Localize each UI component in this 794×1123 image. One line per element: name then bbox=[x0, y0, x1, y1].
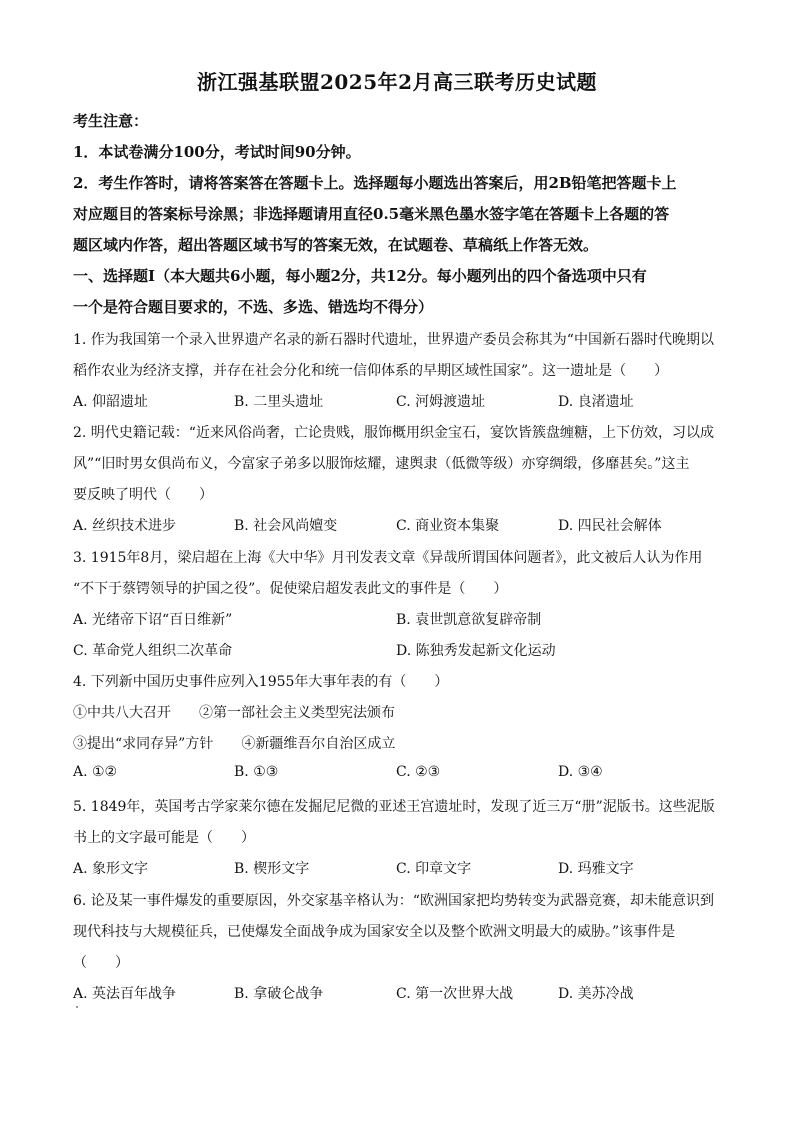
question-2-option-c[interactable]: C. 商业资本集聚 bbox=[396, 518, 500, 534]
question-1-option-b[interactable]: B. 二里头遗址 bbox=[234, 394, 324, 410]
question-3-option-c[interactable]: C. 革命党人组织二次革命 bbox=[73, 643, 233, 659]
question-3-option-d[interactable]: D. 陈独秀发起新文化运动 bbox=[396, 643, 556, 659]
question-5-line-1: 5. 1849年，英国考古学家莱尔德在发掘尼尼微的亚述王宫遗址时，发现了近三万“册”泥版书。这些泥版 bbox=[73, 799, 715, 815]
question-2-option-b[interactable]: B. 社会风尚嬗变 bbox=[234, 518, 338, 534]
section-heading-line-1: 一、选择题Ⅰ（本大题共6小题，每小题2分，共12分。每小题列出的四个备选项中只有 bbox=[73, 267, 647, 285]
stray-dot bbox=[76, 1006, 78, 1008]
question-1-option-c[interactable]: C. 河姆渡遗址 bbox=[396, 394, 486, 410]
question-6-option-b[interactable]: B. 拿破仑战争 bbox=[234, 986, 324, 1002]
question-2-line-3: 要反映了明代（ ） bbox=[73, 487, 213, 503]
notice-item-2-line-2: 对应题目的答案标号涂黑；非选择题请用直径0.5毫米黑色墨水签字笔在答题卡上各题的答 bbox=[73, 205, 670, 223]
question-3-option-a[interactable]: A. 光绪帝下诏“百日维新” bbox=[73, 612, 233, 628]
exam-title: 浙江强基联盟2025年2月高三联考历史试题 bbox=[196, 70, 598, 94]
question-1-line-2: 稻作农业为经济支撑，并存在社会分化和统一信仰体系的早期区域性国家”。这一遗址是（ ） bbox=[73, 363, 669, 379]
notice-item-2-line-1: 2．考生作答时，请将答案答在答题卡上。选择题每小题选出答案后，用2B铅笔把答题卡上 bbox=[73, 174, 677, 192]
question-4-line-1: 4. 下列新中国历史事件应列入1955年大事年表的有（ ） bbox=[73, 674, 449, 690]
question-6-option-c[interactable]: C. 第一次世界大战 bbox=[396, 986, 514, 1002]
question-4-option-d[interactable]: D. ③④ bbox=[558, 764, 603, 780]
question-6-option-a[interactable]: A. 英法百年战争 bbox=[73, 986, 177, 1002]
question-3-line-1: 3. 1915年8月，梁启超在上海《大中华》月刊发表文章《异哉所谓国体问题者》，此文被后人认为作用 bbox=[73, 550, 703, 566]
question-6-option-d[interactable]: D. 美苏冷战 bbox=[558, 986, 634, 1002]
question-6-line-2: 现代科技与大规模征兵，已使爆发全面战争成为国家安全以及整个欧洲文明最大的威胁。”该事件是 bbox=[73, 924, 676, 940]
question-3-option-b[interactable]: B. 袁世凯意欲复辟帝制 bbox=[396, 612, 542, 628]
notice-heading: 考生注意： bbox=[73, 112, 149, 130]
notice-item-2-line-3: 题区域内作答，超出答题区域书写的答案无效，在试题卷、草稿纸上作答无效。 bbox=[73, 236, 599, 254]
question-5-option-c[interactable]: C. 印章文字 bbox=[396, 861, 472, 877]
question-6-line-1: 6. 论及某一事件爆发的重要原因，外交家基辛格认为：“欧洲国家把均势转变为武器竞赛，却未能意识到 bbox=[73, 893, 714, 909]
question-3-line-2: “不下于蔡锷领导的护国之役”。促使梁启超发表此文的事件是（ ） bbox=[73, 581, 508, 597]
question-5-option-a[interactable]: A. 象形文字 bbox=[73, 861, 149, 877]
question-4-option-c[interactable]: C. ②③ bbox=[396, 764, 441, 780]
notice-item-1: 1．本试卷满分100分，考试时间90分钟。 bbox=[73, 143, 361, 161]
question-5-line-2: 书上的文字最可能是（ ） bbox=[73, 830, 255, 846]
section-heading-line-2: 一个是符合题目要求的，不选、多选、错选均不得分） bbox=[73, 298, 434, 316]
question-1-option-a[interactable]: A. 仰韶遗址 bbox=[73, 394, 149, 410]
question-2-line-2: 风”“旧时男女俱尚布义，今富家子弟多以服饰炫耀，逮舆隶（低微等级）亦穿绸缎，侈靡甚矣。”这主 bbox=[73, 456, 690, 472]
question-5-option-b[interactable]: B. 楔形文字 bbox=[234, 861, 310, 877]
question-5-option-d[interactable]: D. 玛雅文字 bbox=[558, 861, 634, 877]
question-2-line-1: 2. 明代史籍记载：“近来风俗尚奢，亡论贵贱，服饰概用织金宝石，宴饮皆簇盘缠糖，上下仿效，习以成 bbox=[73, 425, 714, 441]
question-1-option-d[interactable]: D. 良渚遗址 bbox=[558, 394, 634, 410]
question-4-option-a[interactable]: A. ①② bbox=[73, 764, 118, 780]
question-1-line-1: 1. 作为我国第一个录入世界遗产名录的新石器时代遗址，世界遗产委员会称其为“中国新石器时代晚期以 bbox=[73, 332, 714, 348]
question-2-option-a[interactable]: A. 丝织技术进步 bbox=[73, 518, 177, 534]
question-4-line-2: ①中共八大召开 ②第一部社会主义类型宪法颁布 bbox=[73, 705, 395, 721]
question-4-option-b[interactable]: B. ①③ bbox=[234, 764, 279, 780]
question-2-option-d[interactable]: D. 四民社会解体 bbox=[558, 518, 662, 534]
question-6-line-3: （ ） bbox=[73, 955, 129, 971]
question-4-line-3: ③提出“求同存异”方针 ④新疆维吾尔自治区成立 bbox=[73, 736, 396, 752]
